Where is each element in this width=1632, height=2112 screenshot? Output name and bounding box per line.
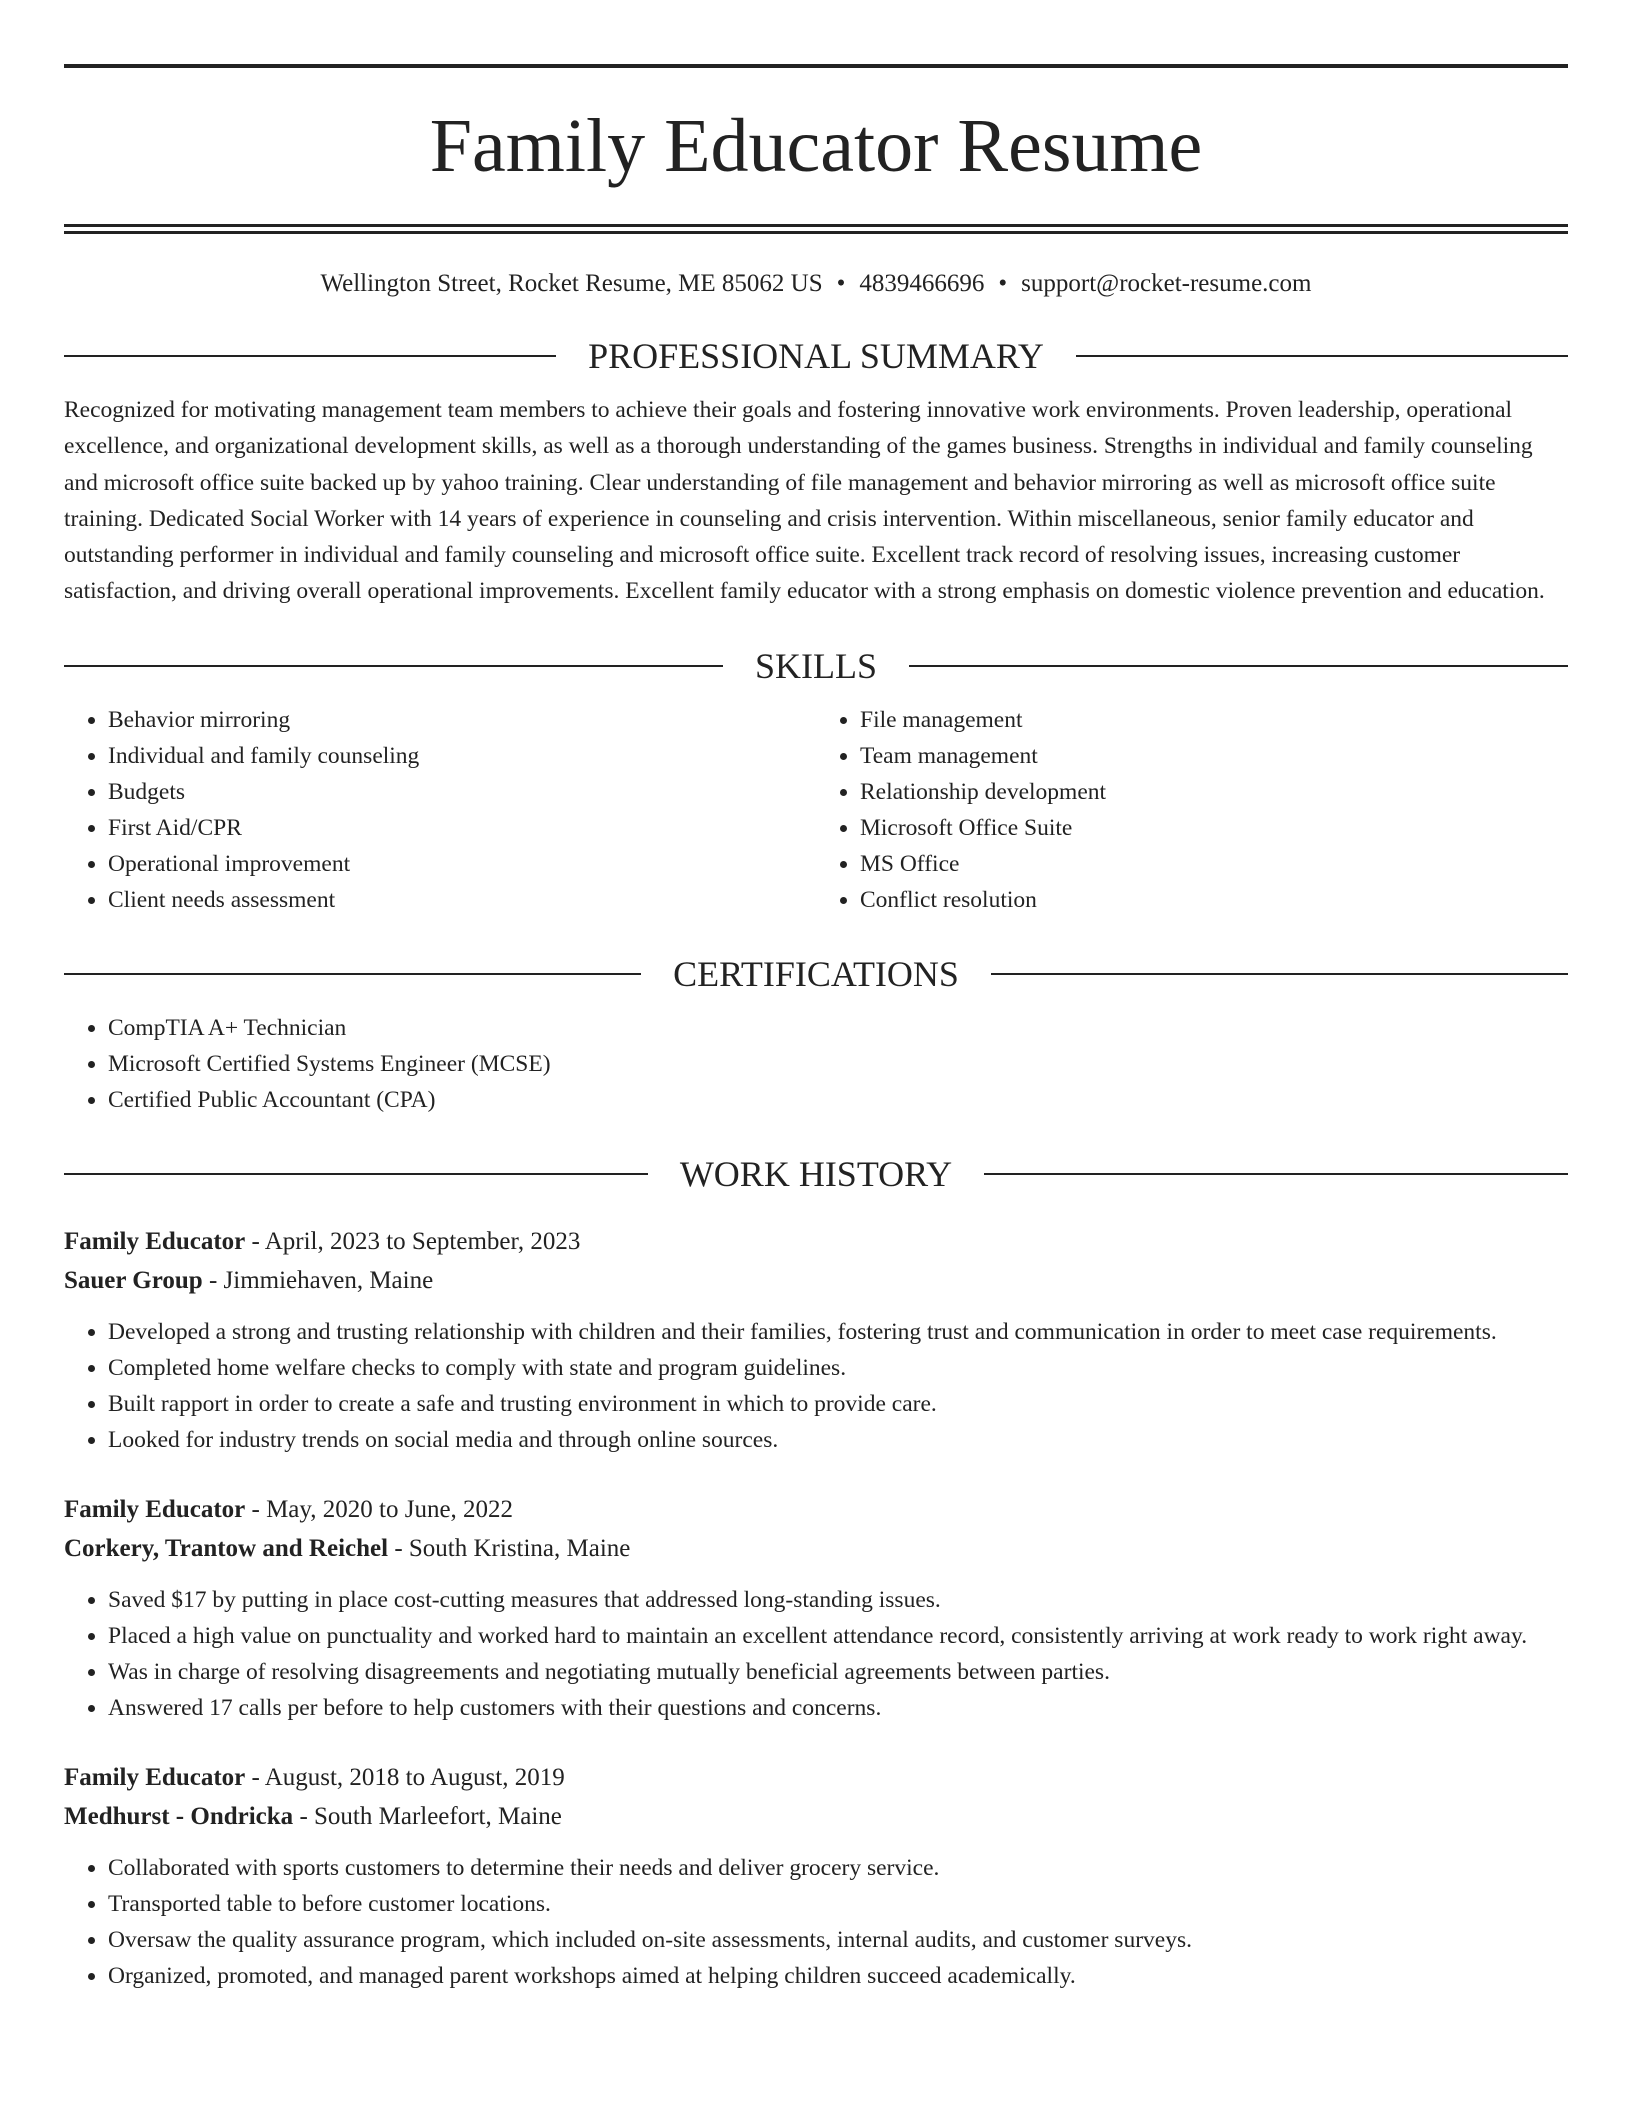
job-bullet: • Answered 17 calls per before to help customers with their questions and concerns. [108, 1690, 1568, 1726]
skill-item: • Microsoft Office Suite [860, 810, 1568, 846]
section-heading-work-history [64, 1152, 1568, 1196]
contact-separator: • [836, 270, 846, 297]
skill-item: • Team management [860, 738, 1568, 774]
job-bullets [64, 1850, 1568, 1994]
skill-item: • File management [860, 702, 1568, 738]
skill-item: • Operational improvement [108, 846, 816, 882]
job-bullet: • Built rapport in order to create a safe and trusting environment in which to provide care. [108, 1386, 1568, 1422]
certifications-bullets [64, 1010, 1568, 1118]
heading-rule-right [1076, 355, 1568, 357]
section-heading-summary [64, 334, 1568, 378]
job-bullet: • Developed a strong and trusting relationship with children and their families, fostering trust and communication in order to meet case requirements. [108, 1314, 1568, 1350]
job-bullets [64, 1582, 1568, 1726]
job-bullet: • Oversaw the quality assurance program, which included on-site assessments, internal audits, and customer surveys. [108, 1922, 1568, 1958]
heading-rule-right [984, 1173, 1568, 1175]
skills-column-right [816, 702, 1568, 918]
job-bullet: • Looked for industry trends on social media and through online sources. [108, 1422, 1568, 1458]
summary-text: Recognized for motivating management team members to achieve their goals and fostering innovative work environments. Proven leadership, operational excellence, and organizational development skills, as well as a thorough understanding of the games business. Strengths in individual and family counseling and microsoft office suite backed up by yahoo training. Clear understanding of file management and behavior mirroring as well as microsoft office suite training. Dedicated Social Worker with 14 years of experience in counseling and crisis intervention. Within miscellaneous, senior family educator and outstanding performer in individual and family counseling and microsoft office suite. Excellent track record of resolving issues, increasing customer satisfaction, and driving overall operational improvements. Excellent family educator with a strong emphasis on domestic violence prevention and education. [64, 397, 1545, 605]
job-bullet: • Transported table to before customer locations. [108, 1886, 1568, 1922]
job-location: - South Marleefort, Maine [293, 1802, 562, 1830]
job-dates: - August, 2018 to August, 2019 [245, 1763, 565, 1791]
skill-item: • Client needs assessment [108, 882, 816, 918]
skill-item: • MS Office [860, 846, 1568, 882]
skill-item: • Individual and family counseling [108, 738, 816, 774]
job-company: Corkery, Trantow and Reichel [64, 1534, 389, 1562]
job-title: Family Educator [64, 1227, 246, 1255]
heading-rule-left [64, 665, 723, 667]
job-title-line [64, 1758, 1568, 1797]
contact-email: support@rocket-resume.com [1021, 270, 1312, 297]
section-title: SKILLS [755, 645, 878, 686]
skill-item: • First Aid/CPR [108, 810, 816, 846]
skill-item: • Relationship development [860, 774, 1568, 810]
job-title-line [64, 1490, 1568, 1529]
job-entry [64, 1758, 1568, 1994]
job-bullet: • Saved $17 by putting in place cost-cutting measures that addressed long-standing issues. [108, 1582, 1568, 1618]
skill-item: • Behavior mirroring [108, 702, 816, 738]
section-title: CERTIFICATIONS [673, 953, 959, 994]
contact-phone: 4839466696 [859, 270, 985, 297]
job-company-line [64, 1529, 1568, 1568]
job-dates: - May, 2020 to June, 2022 [245, 1495, 514, 1523]
heading-rule-left [64, 973, 641, 975]
job-company-line [64, 1261, 1568, 1300]
job-bullet: • Collaborated with sports customers to determine their needs and deliver grocery service. [108, 1850, 1568, 1886]
heading-rule-right [909, 665, 1568, 667]
job-bullet: • Was in charge of resolving disagreements and negotiating mutually beneficial agreements between parties. [108, 1654, 1568, 1690]
certification-item: • Microsoft Certified Systems Engineer (MCSE) [108, 1046, 1568, 1082]
job-company: Sauer Group [64, 1266, 203, 1294]
certifications-list [64, 1010, 1568, 1118]
job-bullets [64, 1314, 1568, 1458]
job-title: Family Educator [64, 1763, 246, 1791]
job-company-line [64, 1797, 1568, 1836]
certification-item: • CompTIA A+ Technician [108, 1010, 1568, 1046]
contact-address: Wellington Street, Rocket Resume, ME 85062 US [320, 270, 823, 297]
job-location: - South Kristina, Maine [388, 1534, 631, 1562]
job-entry [64, 1490, 1568, 1726]
job-title: Family Educator [64, 1495, 246, 1523]
resume-page [64, 64, 1568, 1994]
work-history-list [64, 1222, 1568, 1994]
job-bullet: • Placed a high value on punctuality and worked hard to maintain an excellent attendance record, consistently arriving at work ready to work right away. [108, 1618, 1568, 1654]
job-bullet: • Organized, promoted, and managed parent workshops aimed at helping children succeed academically. [108, 1958, 1568, 1994]
heading-rule-left [64, 355, 556, 357]
job-location: - Jimmiehaven, Maine [202, 1266, 434, 1294]
job-entry [64, 1222, 1568, 1458]
job-dates: - April, 2023 to September, 2023 [245, 1227, 581, 1255]
job-bullet: • Completed home welfare checks to comply with state and program guidelines. [108, 1350, 1568, 1386]
skills-column-left [64, 702, 816, 918]
contact-separator: • [998, 270, 1008, 297]
job-title-line [64, 1222, 1568, 1261]
top-rule [64, 64, 1568, 68]
section-title: PROFESSIONAL SUMMARY [588, 336, 1044, 376]
skills-list [64, 702, 1568, 918]
title-double-rule [64, 224, 1568, 234]
page-title: Family Educator Resume [429, 104, 1203, 188]
heading-rule-right [991, 973, 1568, 975]
section-title: WORK HISTORY [679, 1153, 953, 1194]
skill-item: • Conflict resolution [860, 882, 1568, 918]
contact-line [64, 268, 1568, 300]
certification-item: • Certified Public Accountant (CPA) [108, 1082, 1568, 1118]
heading-rule-left [64, 1173, 648, 1175]
job-company: Medhurst - Ondricka [64, 1802, 294, 1830]
section-heading-skills [64, 644, 1568, 688]
skill-item: • Budgets [108, 774, 816, 810]
section-heading-certifications [64, 952, 1568, 996]
